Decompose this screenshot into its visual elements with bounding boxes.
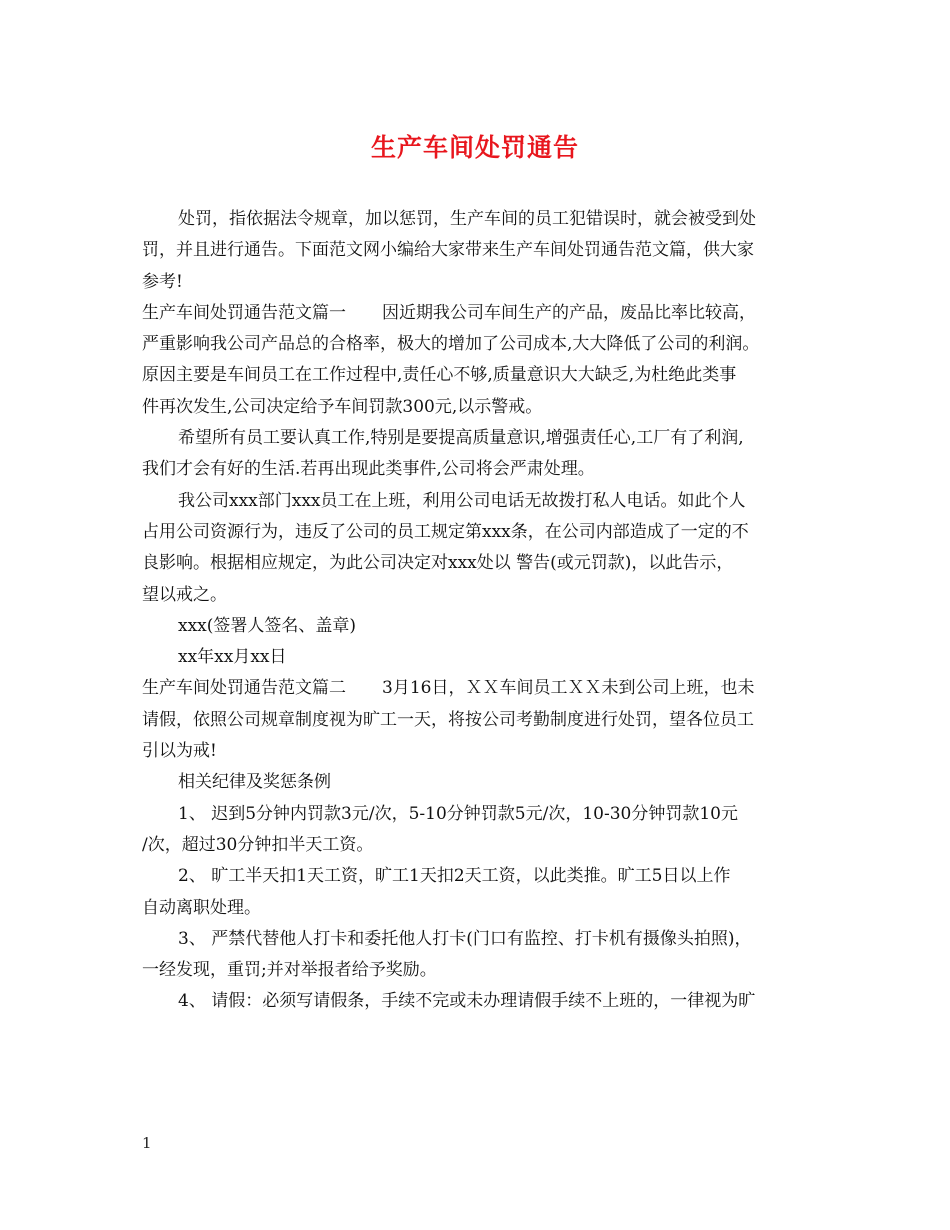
text-line: 请假，依照公司规章制度视为旷工一天，将按公司考勤制度进行处罚，望各位员工 (142, 709, 754, 730)
rules-section (142, 767, 818, 1017)
text-line: /次，超过30分钟扣半天工资。 (142, 834, 374, 855)
page-number: 1 (142, 1134, 152, 1152)
text-line-content: 3月16日，ＸＸ车间员工ＸＸ未到公司上班，也未 (382, 678, 755, 699)
text-line-content: 因近期我公司车间生产的产品，废品比率比较高， (382, 302, 756, 323)
text-line (142, 298, 818, 329)
text-line: 望以戒之。 (142, 584, 227, 605)
date-line: xx年xx月xx日 (178, 647, 287, 668)
text-line: 希望所有员工要认真工作,特别是要提高质量意识,增强责任心,工厂有了利润, (178, 428, 744, 449)
paragraph-sample-one (142, 298, 818, 423)
text-line: 占用公司资源行为，违反了公司的员工规定第xxx条，在公司内部造成了一定的不 (142, 521, 749, 542)
text-line: 我公司xxx部门xxx员工在上班，利用公司电话无故拨打私人电话。如此个人 (178, 490, 746, 511)
paragraph-sample-two (142, 673, 818, 767)
paragraph-intro (142, 204, 818, 298)
signature-block (142, 611, 818, 674)
text-line: 罚，并且进行通告。下面范文网小编给大家带来生产车间处罚通告范文篇，供大家 (142, 240, 754, 261)
document-body (142, 204, 818, 1018)
signature-line: xxx(签署人签名、盖章) (178, 615, 357, 636)
text-line: 参考! (142, 271, 183, 292)
text-line: 自动离职处理。 (142, 897, 261, 918)
page-title: 生产车间处罚通告 (370, 133, 579, 162)
section-heading: 生产车间处罚通告范文篇二 (142, 678, 346, 699)
text-line: 引以为戒! (142, 741, 217, 762)
rule-item: 4、 请假：必须写请假条，手续不完或未办理请假手续不上班的，一律视为旷 (178, 991, 756, 1012)
text-line: 件再次发生,公司决定给予车间罚款300元,以示警戒。 (142, 396, 543, 417)
text-line: 一经发现，重罚;并对举报者给予奖励。 (142, 960, 437, 981)
text-line (142, 673, 818, 704)
text-line: 处罚，指依据法令规章，加以惩罚，生产车间的员工犯错误时，就会被受到处 (178, 209, 756, 229)
text-line: 严重影响我公司产品总的合格率，极大的增加了公司成本,大大降低了公司的利润。 (142, 334, 760, 355)
text-line: 良影响。根据相应规定，为此公司决定对xxx处以 警告(或元罚款)，以此告示， (142, 553, 734, 574)
rule-item: 3、 严禁代替他人打卡和委托他人打卡(门口有监控、打卡机有摄像头拍照)， (178, 928, 752, 949)
rule-item: 2、 旷工半天扣1天工资，旷工1天扣2天工资，以此类推。旷工5日以上作 (178, 866, 731, 887)
rule-item: 1、 迟到5分钟内罚款3元/次，5-10分钟罚款5元/次，10-30分钟罚款10元 (178, 803, 738, 824)
paragraph-notice (142, 486, 818, 611)
rules-heading: 相关纪律及奖惩条例 (178, 772, 331, 793)
text-line: 我们才会有好的生活.若再出现此类事件,公司将会严肃处理。 (142, 459, 595, 480)
section-heading: 生产车间处罚通告范文篇一 (142, 302, 346, 323)
text-line: 原因主要是车间员工在工作过程中,责任心不够,质量意识大大缺乏,为杜绝此类事 (142, 365, 737, 386)
paragraph-hope (142, 423, 818, 486)
